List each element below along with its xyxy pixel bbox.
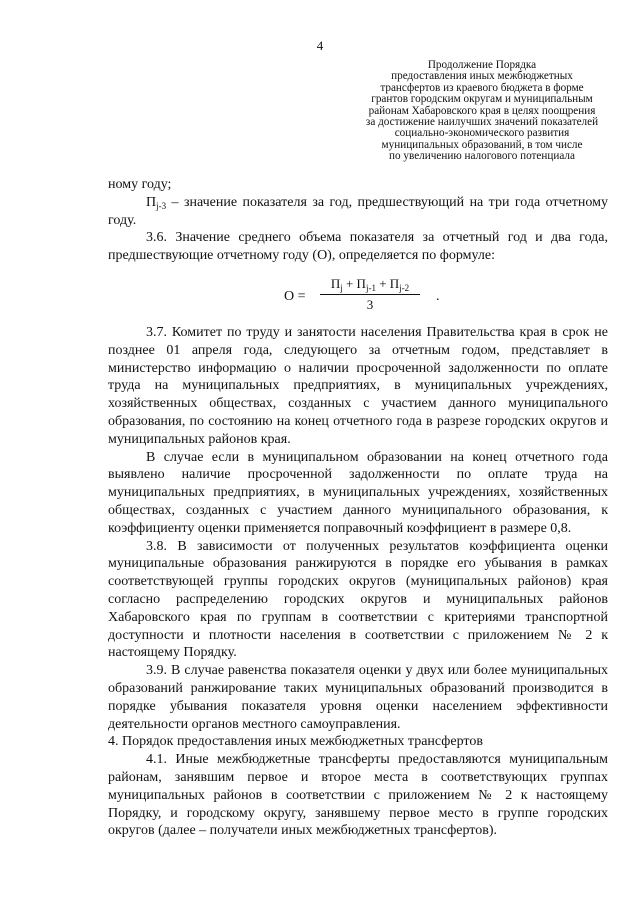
paragraph-correction: В случае если в муниципальном образовании на конец отчетного года выявлено наличие просроченной задолженности по оплате труда на муниципальных предприятиях, в муниципальных учреждениях, хозяйственных обществах, созданных с участием данного муниципального образования, к коэффициенту оценки применяется поправочный коэффициент в размере 0,8. [108,449,608,536]
paragraph-definition [108,194,608,230]
numerator-sub: j-1 [365,282,376,293]
symbol-subscript: j-3 [156,200,167,211]
header-line: по увеличению налогового потенциала [389,150,575,163]
average-formula [108,275,608,315]
formula-period: . [436,288,440,304]
header-line: Продолжение Порядка [427,59,537,71]
symbol-p: П [146,194,157,210]
header-line: трансфертов из краевого бюджета в форме [380,81,584,94]
header-line: социально-экономического развития [394,127,570,140]
numerator-term: + П [342,275,366,291]
paragraph-continuation: ному году; [108,177,172,192]
fraction-bar [320,294,420,295]
continuation-header [362,60,602,163]
header-line: муниципальных образований, в том числе [381,138,583,151]
paragraph-3-6: 3.6. Значение среднего объема показателя за отчетный год и два года, предшествующие отчетному году (О), определяется по формуле: [108,230,608,264]
numerator-term: П [330,275,341,291]
numerator-sub: j-2 [399,282,410,293]
section-title: 4. Порядок предоставления иных межбюджетных трансфертов [108,734,483,750]
document-body [108,176,608,840]
header-line: грантов городским округам и муниципальным [371,93,593,106]
header-line: за достижение наилучших значений показателей [365,116,599,129]
paragraph-3-9: 3.9. В случае равенства показателя оценки у двух или более муниципальных образований ранжирование таких муниципальных образований производится в порядке убывания показателя уровня оценки населением эффективности деятельности органов местного самоуправления. [108,663,608,732]
formula-lhs: О = [284,288,306,304]
header-line: районам Хабаровского края в целях поощрения [368,104,596,117]
formula-fraction [320,275,520,314]
formula-denominator: 3 [366,296,374,312]
formula-numerator [320,275,420,294]
paragraph-3-7: 3.7. Комитет по труду и занятости населения Правительства края в срок не позднее 01 апреля года, следующего за отчетным годом, представляет в министерство информацию о наличии просроченной задолженности по оплате труда на муниципальных предприятиях, в муниципальных учреждениях, хозяйственных обществах, созданных с участием данного муниципального образования, по состоянию на конец отчетного года в разрезе городских округов и муниципальных районов края. [108,324,608,447]
header-line: предоставления иных межбюджетных [391,70,573,83]
paragraph-4-1: 4.1. Иные межбюджетные трансферты предоставляются муниципальным районам, занявшим первое и второе места в соответствующих группах муниципальных районов в соответствии с приложением № 2 к настоящему Порядку, и городскому округу, занявшему первое место в группе городских округов (далее – получатели иных межбюджетных трансфертов). [108,752,608,839]
definition-text: – значение показателя за год, предшествующий на три года отчетному году. [108,194,608,228]
numerator-sub: j [340,282,343,293]
page-number: 4 [316,38,324,53]
numerator-term: + П [375,275,400,291]
paragraph-3-8: 3.8. В зависимости от полученных результатов коэффициента оценки муниципальные образования ранжируются в порядке его убывания в рамках соответствующей группы городских округов (муниципальных районов) края согласно распределению городских округов и муниципальных районов Хабаровского края по группам в соответствии с критериями транспортной доступности и плотности населения в соответствии с приложением № 2 к настоящему Порядку. [108,538,608,661]
